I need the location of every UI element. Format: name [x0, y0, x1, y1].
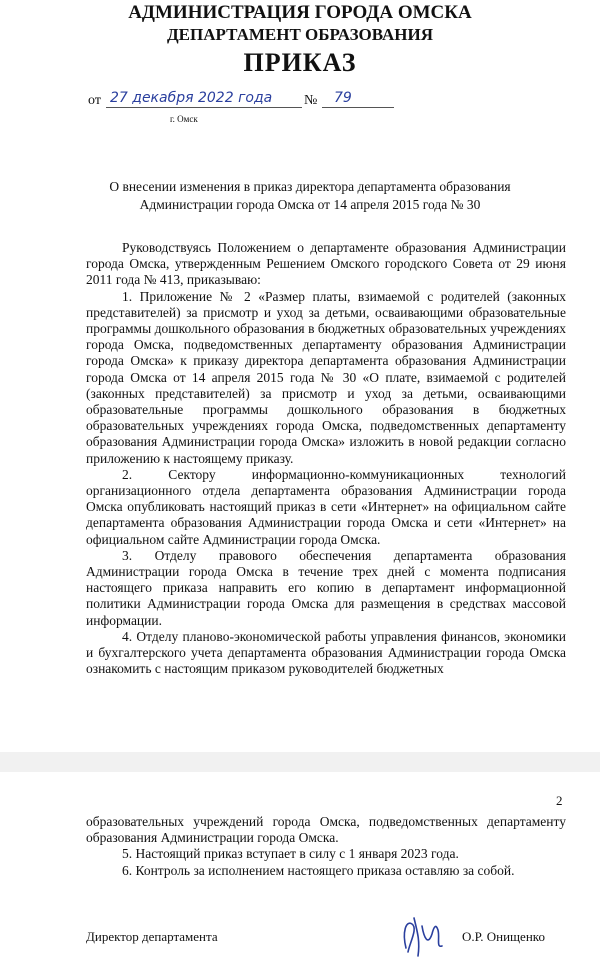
order-number: 79 [334, 90, 352, 106]
paragraph-1: 1. Приложение № 2 «Размер платы, взимаемой с родителей (законных представителей) за присмотр и уход за детьми, осваивающими образовательные программы дошкольного образования в бюджетных образовательных учреждениях города Омска, подведомственных департаменту образования Администрации города Омска» к приказу директора департамента образования Администрации города Омска от 14 апреля 2015 года № 30 «О плате, взимаемой с родителей (законных представителей) за присмотр и уход за детьми, осваивающими образовательные программы дошкольного образования в бюджетных образовательных учреждениях города Омска, подведомственных департаменту образования Администрации города Омска» изложить в новой редакции согласно приложению к настоящему приказу. [86, 288, 566, 466]
paragraph-6: 6. Контроль за исполнением настоящего приказа оставляю за собой. [122, 862, 515, 878]
paragraph-5: 5. Настоящий приказ вступает в силу с 1 января 2023 года. [122, 846, 459, 862]
order-date: 27 декабря 2022 года [110, 90, 273, 106]
order-body-page-1 [86, 240, 566, 677]
paragraph-4-continued: образовательных учреждений города Омска, подведомственных департаменту образования Администрации города Омска. [86, 814, 566, 846]
header-department: ДЕПАРТАМЕНТ ОБРАЗОВАНИЯ [166, 25, 434, 44]
paragraph-2: 2. Сектору информационно-коммуникационных технологий организационного отдела департамента образования Администрации города Омска опубликовать настоящий приказ в сети «Интернет» на официальном сайте департамента образования Администрации города Омска и сети «Интернет» на официальном сайте Администрации города Омска. [86, 466, 566, 547]
header-administration: АДМИНИСТРАЦИЯ ГОРОДА ОМСКА [128, 2, 472, 23]
order-subject: О внесении изменения в приказ директора департамента образования Администрации города Омска от 14 апреля 2015 года № 30 [109, 179, 511, 212]
page-separator [0, 752, 600, 772]
number-underline [322, 90, 394, 108]
page-number: 2 [556, 793, 563, 808]
paragraph-4: 4. Отделу планово-экономической работы управления финансов, экономики и бухгалтерского учета департамента образования Администрации города Омска ознакомить с настоящим приказом руководителей бюджетных [86, 628, 566, 677]
order-body-page-2 [86, 814, 566, 879]
order-city: г. Омск [170, 114, 198, 124]
order-number-label: № [304, 93, 318, 108]
date-prefix: от [88, 93, 101, 108]
document-type-title: ПРИКАЗ [243, 48, 357, 77]
handwritten-signature [396, 908, 448, 960]
signatory-title: Директор департамента [86, 929, 218, 944]
paragraph-intro: Руководствуясь Положением о департаменте образования Администрации города Омска, утвержденным Решением Омского городского Совета от 29 июня 2011 года № 413, приказываю: [86, 240, 566, 288]
paragraph-3: 3. Отделу правового обеспечения департамента образования Администрации города Омска в течение трех дней с момента подписания настоящего приказа направить его копию в департамент информационной политики Администрации города Омска для размещения в средствах массовой информации. [86, 547, 566, 628]
signatory-name: О.Р. Онищенко [462, 929, 545, 944]
